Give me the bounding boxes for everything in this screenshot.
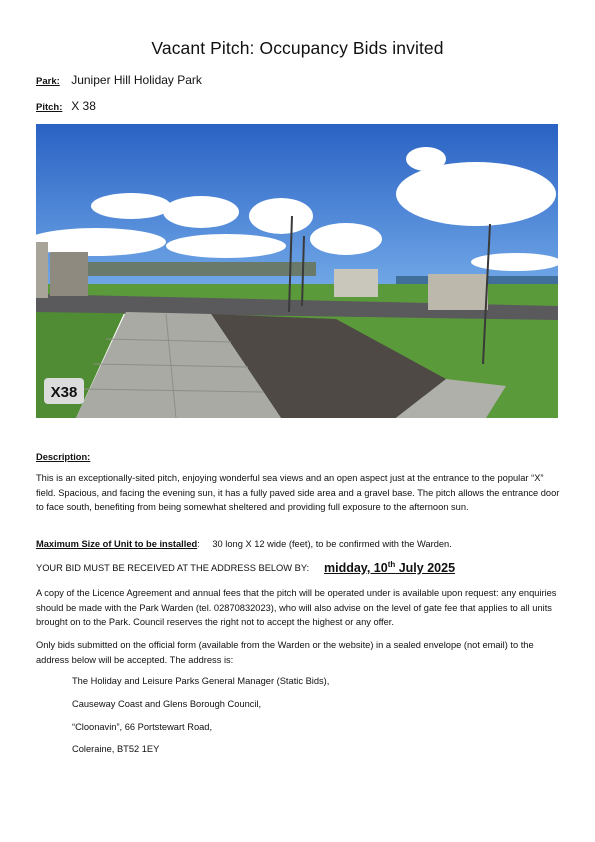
park-value: Juniper Hill Holiday Park [71, 73, 202, 87]
caravan-2 [428, 274, 488, 310]
description-heading: Description: [36, 452, 91, 462]
pitch-label: Pitch: [36, 102, 63, 113]
licence-text: A copy of the Licence Agreement and annual fees that the pitch will be operated under is available upon request: any enquiries should be made with the Park Warden (tel. 02870832023), who will also advise on the level of gate fee that applies to all units brought on to the Park. Council reserves the right not to accept the highest or any offer. [36, 588, 557, 628]
address-line-1: The Holiday and Leisure Parks General Manager (Static Bids), [72, 676, 330, 686]
deadline-intro: YOUR BID MUST BE RECEIVED AT THE ADDRESS BELOW BY: [36, 563, 310, 573]
pitch-photo-illustration [36, 124, 558, 418]
address-line-4: Coleraine, BT52 1EY [72, 744, 160, 754]
building-left [36, 242, 48, 298]
max-size-value: 30 long X 12 wide (feet), to be confirmed with the Warden. [212, 539, 452, 549]
address-line-3: “Cloonavin”, 66 Portstewart Road, [72, 722, 213, 732]
max-size: Maximum Size of Unit to be installed: 30 long X 12 wide (feet), to be confirmed with the Warden. [36, 539, 452, 549]
distant-town [86, 262, 316, 276]
caravan-1 [334, 269, 378, 297]
max-size-label: Maximum Size of Unit to be installed [36, 539, 198, 549]
park-field [36, 73, 202, 87]
photo-badge: X38 [50, 384, 78, 401]
pitch-value: X 38 [71, 99, 96, 113]
bids-text: Only bids submitted on the official form (available from the Warden or the website) in a sealed envelope (not email) to the address below will be accepted. The address is: [36, 640, 534, 665]
description-text: This is an exceptionally-sited pitch, enjoying wonderful sea views and an open aspect just at the entrance to the popular “X” field. Spacious, and facing the evening sun, it has a fully paved side area and a gravel base. The pitch allows the entrance door to face south, benefiting from being somewhat sheltered and providing full exposure to the afternoon sun. [36, 473, 560, 513]
pitch-photo [36, 124, 558, 418]
deadline-date: midday, 10th July 2025 [324, 560, 456, 576]
park-label: Park: [36, 76, 60, 87]
page-title: Vacant Pitch: Occupancy Bids invited [151, 38, 444, 58]
pitch-field [36, 99, 96, 113]
address-line-2: Causeway Coast and Glens Borough Council, [72, 699, 262, 709]
building-left-2 [50, 252, 88, 296]
deadline-row [36, 560, 566, 576]
